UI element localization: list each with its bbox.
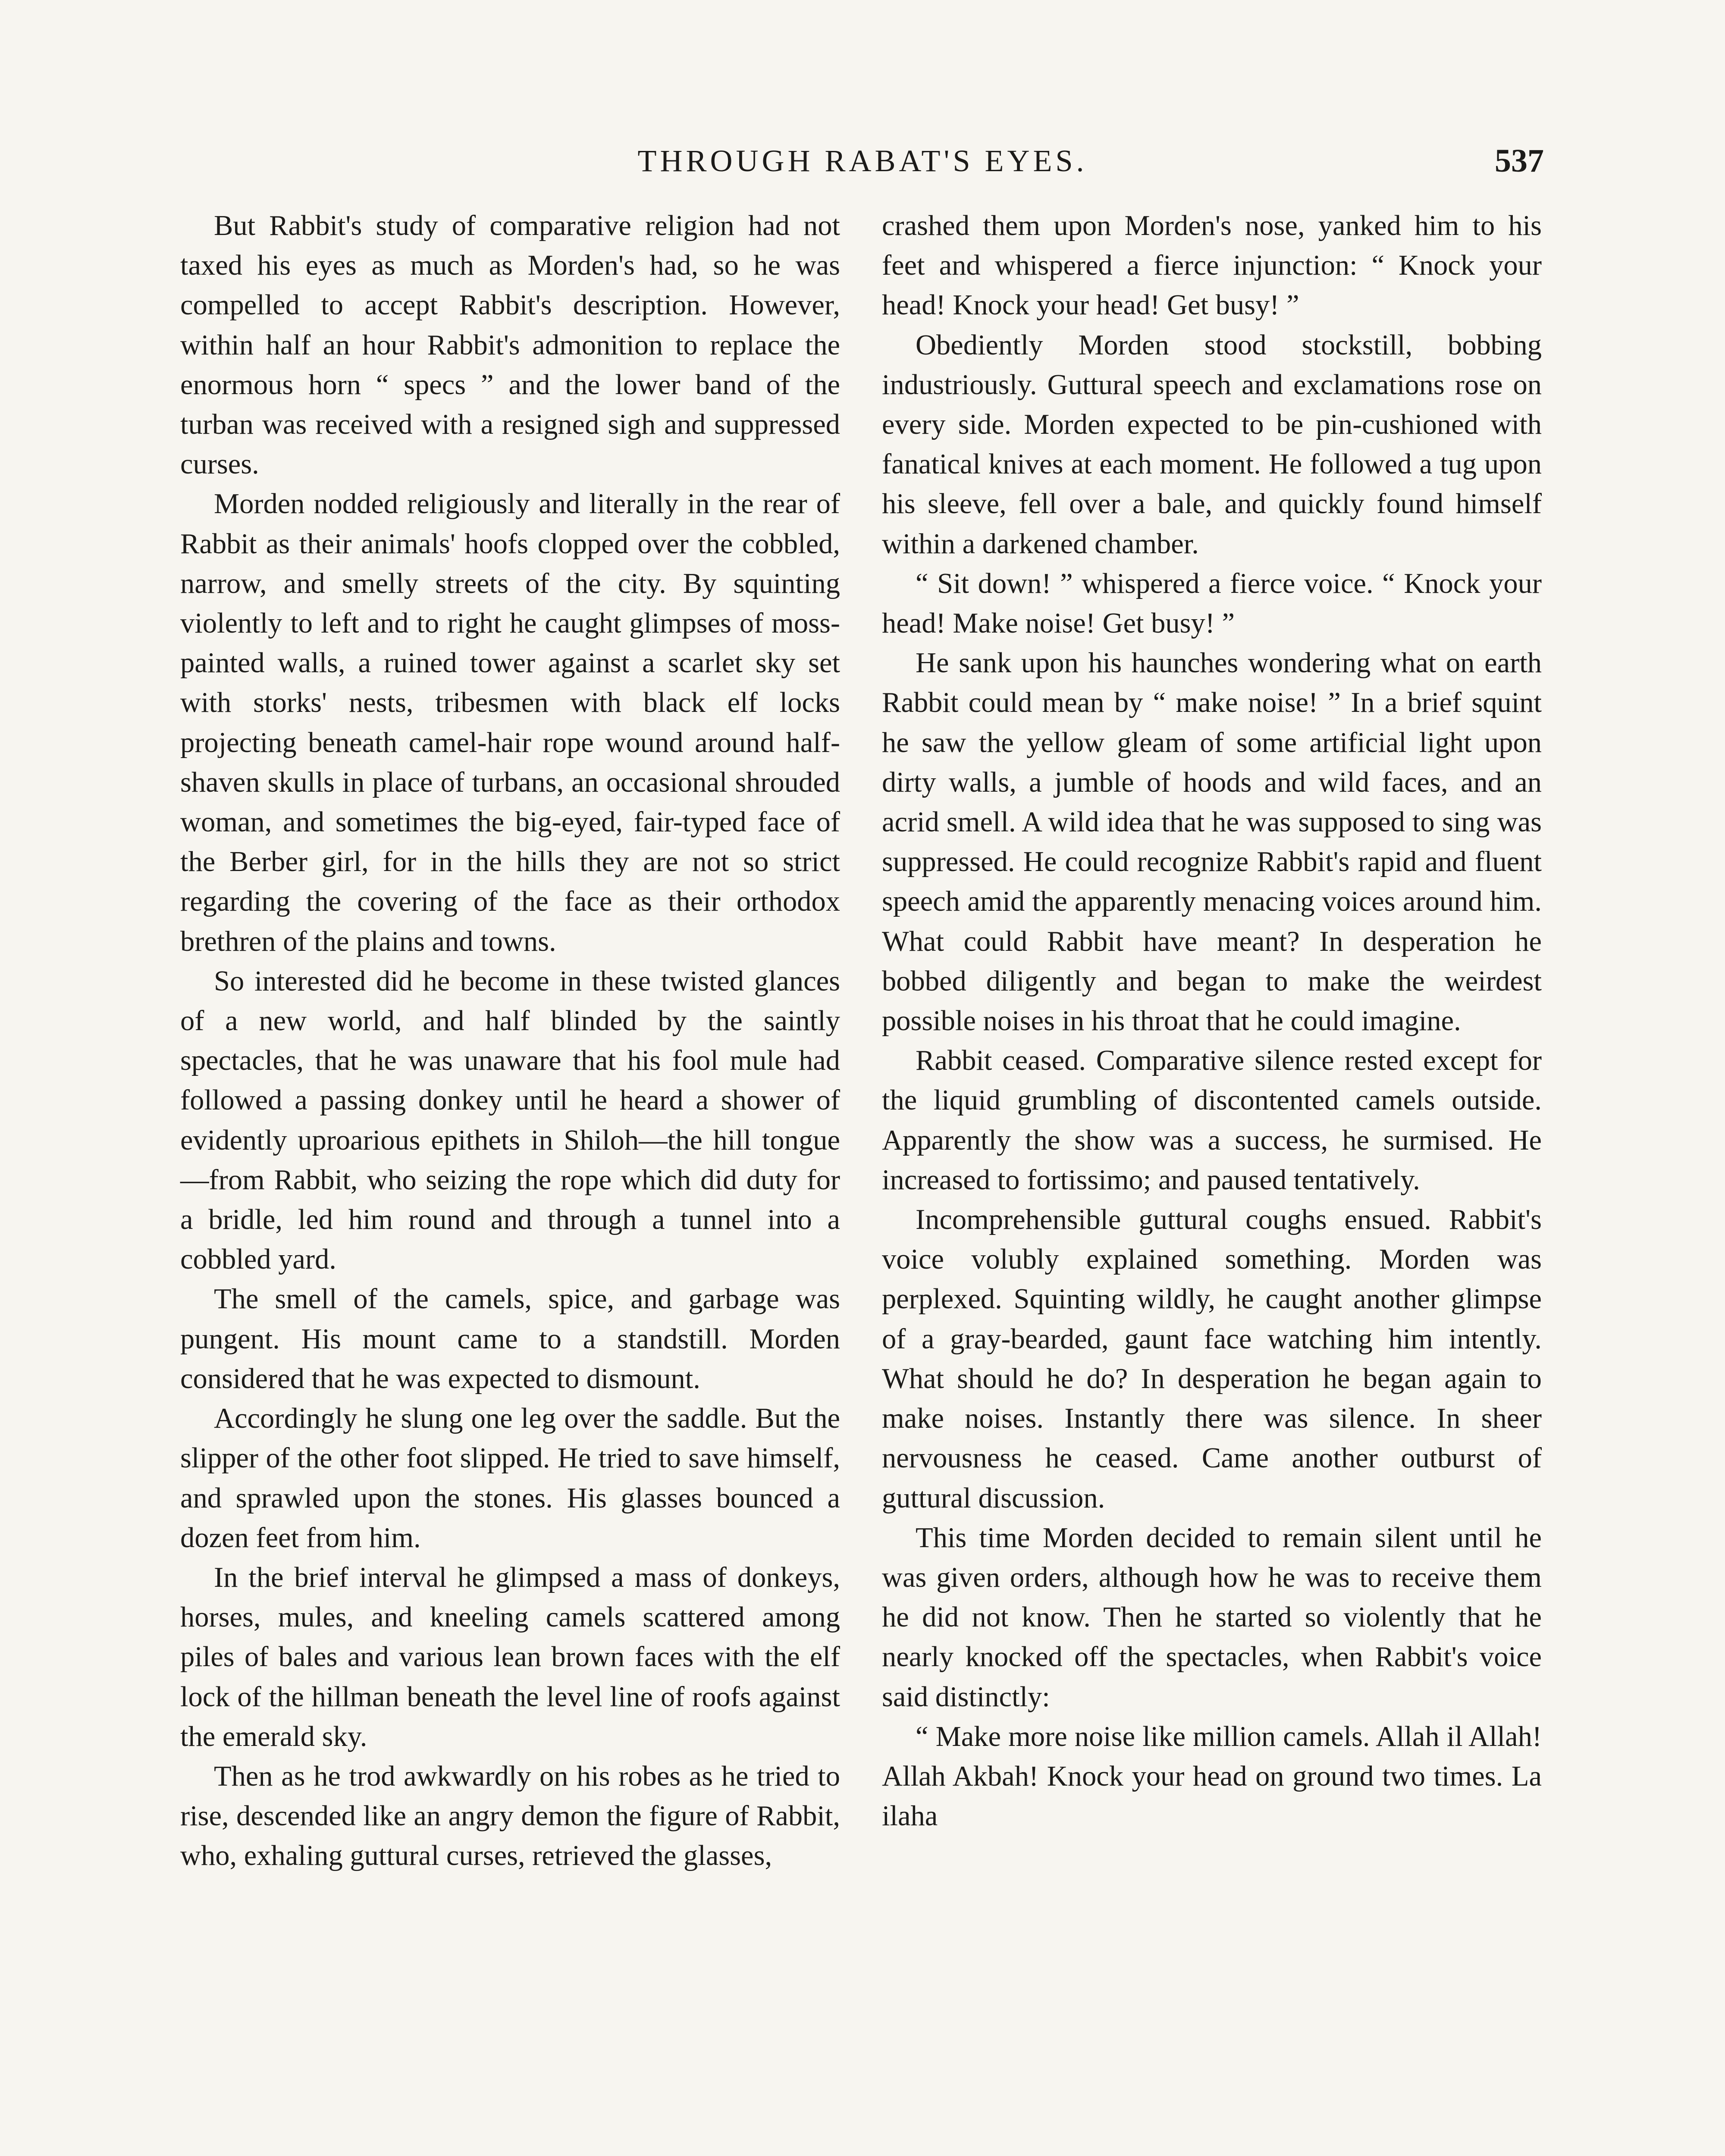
paragraph: He sank upon his haunches wondering what on earth Rabbit could mean by “ make noise! ” In a brief squint he saw the yellow gleam of some artificial light upon dirty walls, a jumble of hoods and wild faces, and an acrid smell. A wild idea that he was supposed to sing was suppressed. He could recognize Rabbit's rapid and fluent speech amid the apparently menacing voices around him. What could Rabbit have meant? In desperation he bobbed diligently and began to make the weirdest possible noises in his throat that he could imagine. xyxy=(882,647,1542,1037)
paragraph: Obediently Morden stood stockstill, bobbing industriously. Guttural speech and exclamations rose on every side. Morden expected to be pin-cushioned with fanatical knives at each moment. He followed a tug upon his sleeve, fell over a bale, and quickly found himself within a darkened chamber. xyxy=(882,329,1542,560)
paragraph: “ Sit down! ” whispered a fierce voice. “ Knock your head! Make noise! Get busy! ” xyxy=(882,567,1542,639)
page-number: 537 xyxy=(1495,143,1544,179)
paragraph: This time Morden decided to remain silent until he was given orders, although how he was to receive them he did not know. Then he started so violently that he nearly knocked off the spectacles, when Rabbit's voice said distinctly: xyxy=(882,1522,1542,1713)
right-column xyxy=(882,206,1542,1836)
paragraph-continued: crashed them upon Morden's nose, yanked him to his feet and whispered a fierce injunction: “ Knock your head! Knock your head! Get busy! ” xyxy=(882,210,1542,321)
paragraph: So interested did he become in these twisted glances of a new world, and half blinded by the saintly spectacles, that he was unaware that his fool mule had followed a passing donkey until he heard a shower of evidently uproarious epithets in Shiloh—the hill tongue—from Rabbit, who seizing the rope which did duty for a bridle, led him round and through a tunnel into a cobbled yard. xyxy=(180,965,840,1275)
running-title: THROUGH RABAT'S EYES. xyxy=(637,144,1088,178)
paragraph: The smell of the camels, spice, and garbage was pungent. His mount came to a standstill. Morden considered that he was expected to dismount. xyxy=(180,1283,840,1395)
paragraph: But Rabbit's study of comparative religion had not taxed his eyes as much as Morden's had, so he was compelled to accept Rabbit's description. However, within half an hour Rabbit's admonition to replace the enormous horn “ specs ” and the lower band of the turban was received with a resigned sigh and suppressed curses. xyxy=(180,210,840,480)
running-head xyxy=(181,137,1544,185)
paragraph: Then as he trod awkwardly on his robes as he tried to rise, descended like an angry demon the figure of Rabbit, who, exhaling guttural curses, retrieved the glasses, xyxy=(180,1760,840,1872)
left-column xyxy=(180,206,840,1876)
paragraph: Incomprehensible guttural coughs ensued. Rabbit's voice volubly explained something. Morden was perplexed. Squinting wildly, he caught another glimpse of a gray-bearded, gaunt face watching him intently. What should he do? In desperation he began again to make noises. Instantly there was silence. In sheer nervousness he ceased. Came another outburst of guttural discussion. xyxy=(882,1204,1542,1514)
paragraph: Rabbit ceased. Comparative silence rested except for the liquid grumbling of discontented camels outside. Apparently the show was a success, he surmised. He increased to fortissimo; and paused tentatively. xyxy=(882,1045,1542,1196)
paragraph: In the brief interval he glimpsed a mass of donkeys, horses, mules, and kneeling camels scattered among piles of bales and various lean brown faces with the elf lock of the hillman beneath the level line of roofs against the emerald sky. xyxy=(180,1561,840,1752)
paragraph: Accordingly he slung one leg over the saddle. But the slipper of the other foot slipped. He tried to save himself, and sprawled upon the stones. His glasses bounced a dozen feet from him. xyxy=(180,1403,840,1554)
paragraph: “ Make more noise like million camels. Allah il Allah! Allah Akbah! Knock your head on ground two times. La ilaha xyxy=(882,1720,1542,1832)
paragraph: Morden nodded religiously and literally in the rear of Rabbit as their animals' hoofs clopped over the cobbled, narrow, and smelly streets of the city. By squinting violently to left and to right he caught glimpses of moss-painted walls, a ruined tower against a scarlet sky set with storks' nests, tribesmen with black elf locks projecting beneath camel-hair rope wound around half-shaven skulls in place of turbans, an occasional shrouded woman, and sometimes the big-eyed, fair-typed face of the Berber girl, for in the hills they are not so strict regarding the covering of the face as their orthodox brethren of the plains and towns. xyxy=(180,488,840,957)
